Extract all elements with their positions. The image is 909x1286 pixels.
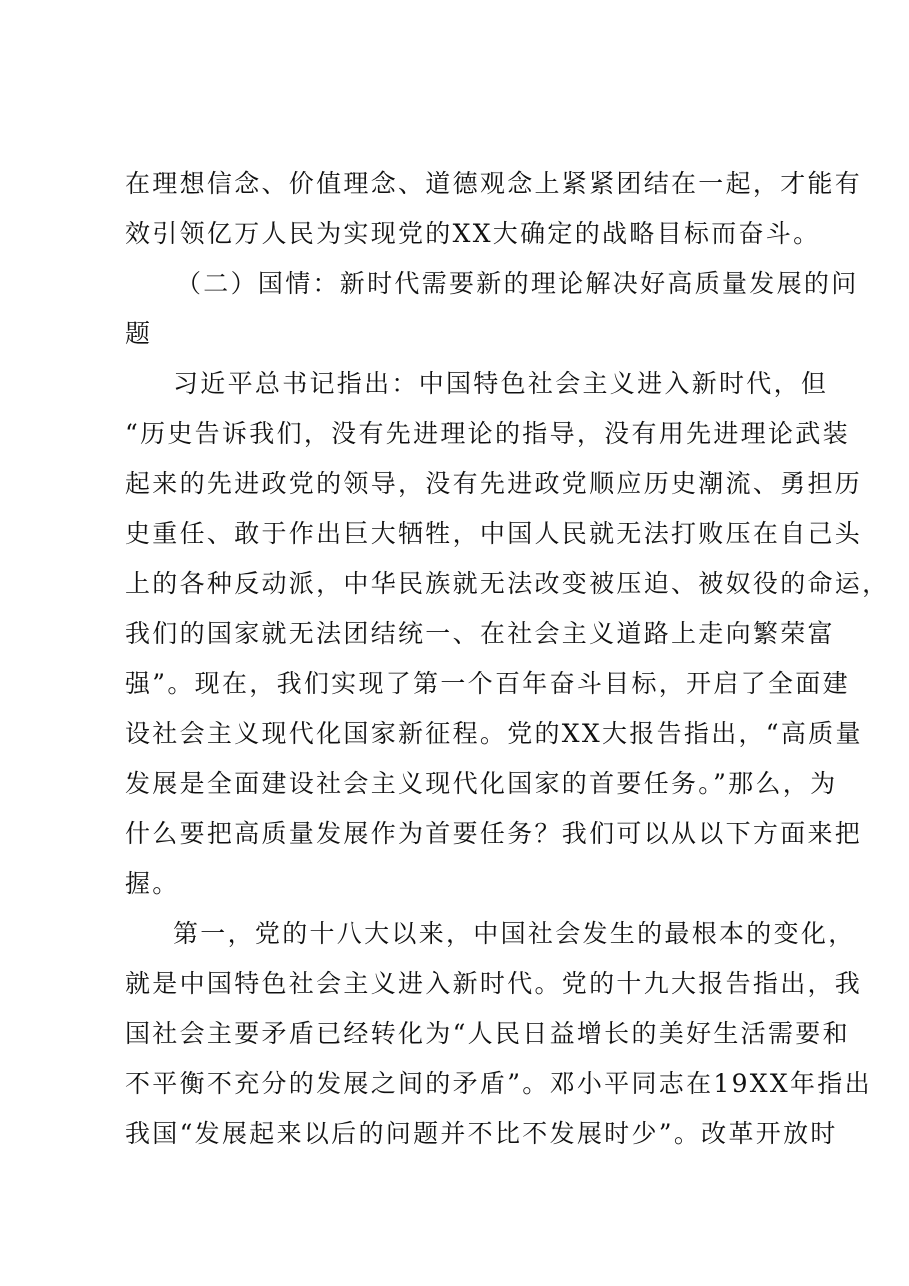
paragraph-line: 设社会主义现代化国家新征程。党的XX大报告指出，“高质量 <box>125 719 863 748</box>
section-heading: （二）国情：新时代需要新的理论解决好高质量发展的问 <box>176 269 859 298</box>
section-heading-continuation: 题 <box>125 319 153 348</box>
paragraph-line: 上的各种反动派，中华民族就无法改变被压迫、被奴役的命运， <box>125 569 890 598</box>
paragraph-line: 发展是全面建设社会主义现代化国家的首要任务。”那么，为 <box>125 769 838 798</box>
text-line: 效引领亿万人民为实现党的XX大确定的战略目标而奋斗。 <box>125 219 821 248</box>
paragraph-line: 我国“发展起来以后的问题并不比不发展时少”。改革开放时 <box>125 1119 838 1148</box>
paragraph-line: 不平衡不充分的发展之间的矛盾”。邓小平同志在19XX年指出 <box>125 1069 872 1098</box>
paragraph-line: “历史告诉我们，没有先进理论的指导，没有用先进理论武装 <box>125 419 850 448</box>
paragraph-line: 强”。现在，我们实现了第一个百年奋斗目标，开启了全面建 <box>125 669 850 698</box>
paragraph-line: 握。 <box>125 869 180 898</box>
text-line: 在理想信念、价值理念、道德观念上紧紧团结在一起，才能有 <box>125 169 863 198</box>
paragraph-line: 习近平总书记指出：中国特色社会主义进入新时代，但 <box>173 369 829 398</box>
paragraph-line: 我们的国家就无法团结统一、在社会主义道路上走向繁荣富 <box>125 619 835 648</box>
paragraph-line: 起来的先进政党的领导，没有先进政党顺应历史潮流、勇担历 <box>125 469 863 498</box>
paragraph-line: 什么要把高质量发展作为首要任务？我们可以从以下方面来把 <box>125 819 863 848</box>
paragraph-line: 就是中国特色社会主义进入新时代。党的十九大报告指出，我 <box>125 969 863 998</box>
paragraph-line: 史重任、敢于作出巨大牺牲，中国人民就无法打败压在自己头 <box>125 519 863 548</box>
paragraph-line: 国社会主要矛盾已经转化为“人民日益增长的美好生活需要和 <box>125 1019 850 1048</box>
paragraph-line: 第一，党的十八大以来，中国社会发生的最根本的变化， <box>173 919 856 948</box>
